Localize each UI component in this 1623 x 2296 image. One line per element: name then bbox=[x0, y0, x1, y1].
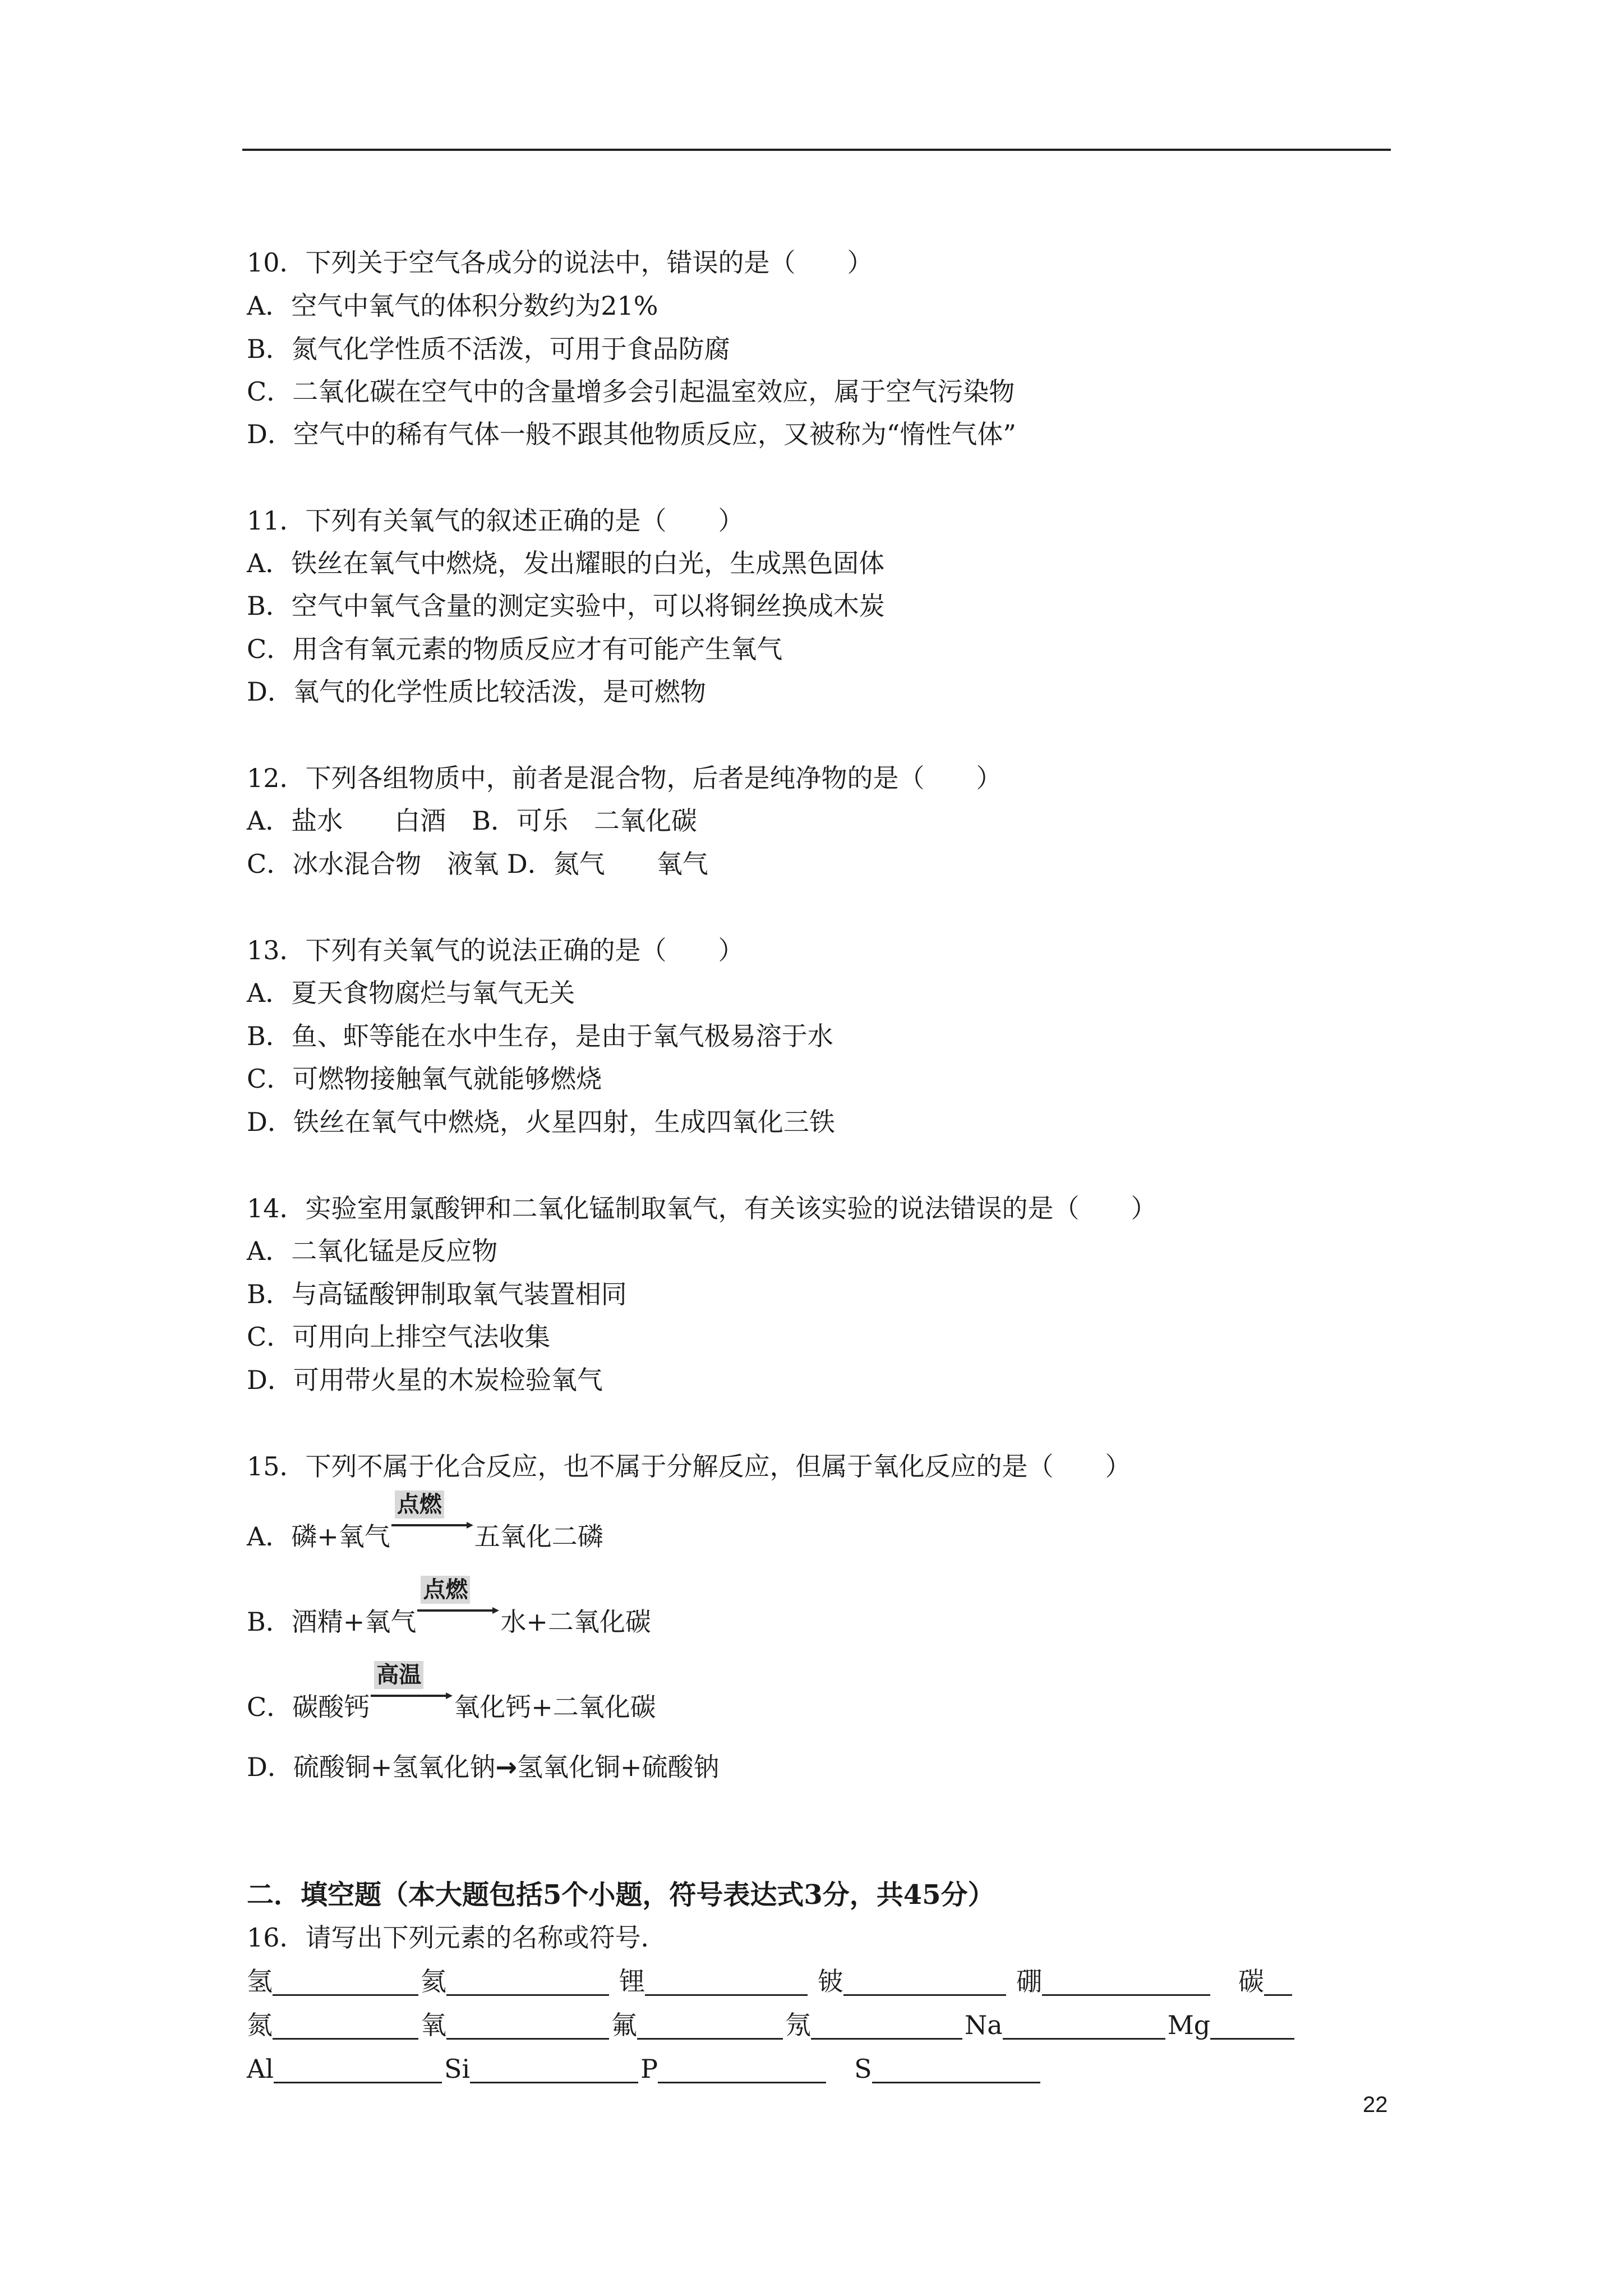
q16-stem: 16．请写出下列元素的名称或符号． bbox=[247, 1922, 667, 1953]
products: 水+二氧化碳 bbox=[500, 1607, 651, 1637]
element-label: 氢 bbox=[247, 1966, 273, 1996]
element-label: 硼 bbox=[1016, 1966, 1042, 1996]
reactants: D．硫酸铜+氢氧化钠 bbox=[247, 1752, 496, 1782]
answer-blank[interactable] bbox=[470, 2054, 638, 2083]
answer-blank[interactable] bbox=[637, 2010, 783, 2040]
fill-row-1 bbox=[247, 1964, 1292, 1998]
element-label: 氧 bbox=[421, 2010, 446, 2040]
arrow-icon: → bbox=[495, 1752, 517, 1782]
q15-option-d bbox=[247, 1750, 720, 1784]
element-label: Si bbox=[444, 2054, 471, 2084]
q15-stem: 15．下列不属于化合反应，也不属于分解反应，但属于氧化反应的是（ ） bbox=[247, 1451, 1131, 1481]
answer-blank[interactable] bbox=[446, 2010, 609, 2040]
element-label: Na bbox=[965, 2010, 1003, 2040]
answer-blank[interactable] bbox=[274, 2054, 442, 2083]
q10-option-a: A．空气中氧气的体积分数约为21% bbox=[247, 291, 658, 321]
element-label: 氟 bbox=[611, 2010, 637, 2040]
q13-stem: 13．下列有关氧气的说法正确的是（ ） bbox=[247, 935, 744, 965]
q10-option-d: D．空气中的稀有气体一般不跟其他物质反应，又被称为“惰性气体” bbox=[247, 419, 1016, 449]
answer-blank[interactable] bbox=[645, 1966, 808, 1996]
element-label: 铍 bbox=[818, 1966, 843, 1996]
reactants: B．酒精+氧气 bbox=[247, 1607, 417, 1637]
answer-blank[interactable] bbox=[658, 2054, 826, 2083]
reactants: A．磷+氧气 bbox=[247, 1521, 390, 1552]
q14-option-c: C．可用向上排空气法收集 bbox=[247, 1322, 551, 1352]
element-label: 氖 bbox=[785, 2010, 811, 2040]
answer-blank[interactable] bbox=[872, 2054, 1040, 2083]
answer-blank[interactable] bbox=[1042, 1966, 1210, 1996]
q14-option-d: D．可用带火星的木炭检验氧气 bbox=[247, 1365, 603, 1395]
fill-row-3 bbox=[247, 2052, 1040, 2086]
q11-option-d: D．氧气的化学性质比较活泼，是可燃物 bbox=[247, 677, 706, 707]
arrow-icon bbox=[416, 1606, 500, 1634]
arrow-icon bbox=[390, 1521, 474, 1549]
element-label: 氮 bbox=[247, 2010, 273, 2040]
answer-blank[interactable] bbox=[446, 1966, 609, 1996]
products: 氢氧化铜+硫酸钠 bbox=[517, 1752, 720, 1782]
q13-option-a: A．夏天食物腐烂与氧气无关 bbox=[247, 978, 575, 1008]
q11-option-b: B．空气中氧气含量的测定实验中，可以将铜丝换成木炭 bbox=[247, 591, 885, 621]
fill-row-2 bbox=[247, 2008, 1294, 2042]
products: 五氧化二磷 bbox=[474, 1521, 603, 1552]
reactants: C．碳酸钙 bbox=[247, 1692, 370, 1722]
element-label: Mg bbox=[1167, 2010, 1211, 2040]
element-label: Al bbox=[247, 2054, 274, 2084]
q11-option-a: A．铁丝在氧气中燃烧，发出耀眼的白光，生成黑色固体 bbox=[247, 548, 885, 578]
q13-option-d: D．铁丝在氧气中燃烧，火星四射，生成四氧化三铁 bbox=[247, 1107, 835, 1137]
q14-option-b: B．与高锰酸钾制取氧气装置相同 bbox=[247, 1279, 627, 1309]
section-title: 二．填空题（本大题包括5个小题，符号表达式3分，共45分） bbox=[247, 1879, 995, 1911]
q14-stem: 14．实验室用氯酸钾和二氧化锰制取氧气，有关该实验的说法错误的是（ ） bbox=[247, 1193, 1157, 1223]
answer-blank[interactable] bbox=[273, 2010, 418, 2040]
q14-option-a: A．二氧化锰是反应物 bbox=[247, 1236, 498, 1266]
q12-options-ab: A．盐水 白酒 B．可乐 二氧化碳 bbox=[247, 806, 698, 836]
answer-blank[interactable] bbox=[811, 2010, 962, 2040]
answer-blank[interactable] bbox=[1210, 2010, 1294, 2040]
reaction-arrow bbox=[390, 1492, 474, 1549]
answer-blank[interactable] bbox=[1003, 2010, 1165, 2040]
q10-stem: 10．下列关于空气各成分的说法中，错误的是（ ） bbox=[247, 247, 873, 278]
reaction-condition: 点燃 bbox=[395, 1490, 444, 1519]
products: 氧化钙+二氧化碳 bbox=[454, 1692, 656, 1722]
reaction-arrow bbox=[370, 1662, 454, 1719]
q10-option-c: C．二氧化碳在空气中的含量增多会引起温室效应，属于空气污染物 bbox=[247, 376, 1015, 407]
header-rule bbox=[242, 149, 1391, 151]
element-label: P bbox=[640, 2054, 658, 2084]
q11-stem: 11．下列有关氧气的叙述正确的是（ ） bbox=[247, 505, 744, 536]
reaction-condition: 点燃 bbox=[421, 1576, 470, 1604]
q13-option-c: C．可燃物接触氧气就能够燃烧 bbox=[247, 1064, 602, 1094]
answer-blank[interactable] bbox=[843, 1966, 1006, 1996]
q15-option-b bbox=[247, 1577, 651, 1639]
element-label: 锂 bbox=[619, 1966, 645, 1996]
page-number: 22 bbox=[1363, 2092, 1388, 2117]
reaction-condition: 高温 bbox=[374, 1661, 423, 1689]
arrow-icon bbox=[370, 1691, 454, 1719]
reaction-arrow bbox=[416, 1577, 500, 1634]
element-label: 氦 bbox=[421, 1966, 446, 1996]
element-label: 碳 bbox=[1238, 1966, 1264, 1996]
answer-blank[interactable] bbox=[1264, 1966, 1292, 1996]
q15-option-a bbox=[247, 1492, 603, 1553]
q13-option-b: B．鱼、虾等能在水中生存，是由于氧气极易溶于水 bbox=[247, 1021, 833, 1051]
q11-option-c: C．用含有氧元素的物质反应才有可能产生氧气 bbox=[247, 634, 783, 664]
q12-options-cd: C．冰水混合物 液氧 D．氮气 氧气 bbox=[247, 849, 708, 879]
element-label: S bbox=[854, 2054, 872, 2084]
answer-blank[interactable] bbox=[273, 1966, 418, 1996]
q10-option-b: B．氮气化学性质不活泼，可用于食品防腐 bbox=[247, 334, 730, 364]
q12-stem: 12．下列各组物质中，前者是混合物，后者是纯净物的是（ ） bbox=[247, 763, 1002, 793]
q15-option-c bbox=[247, 1662, 656, 1724]
